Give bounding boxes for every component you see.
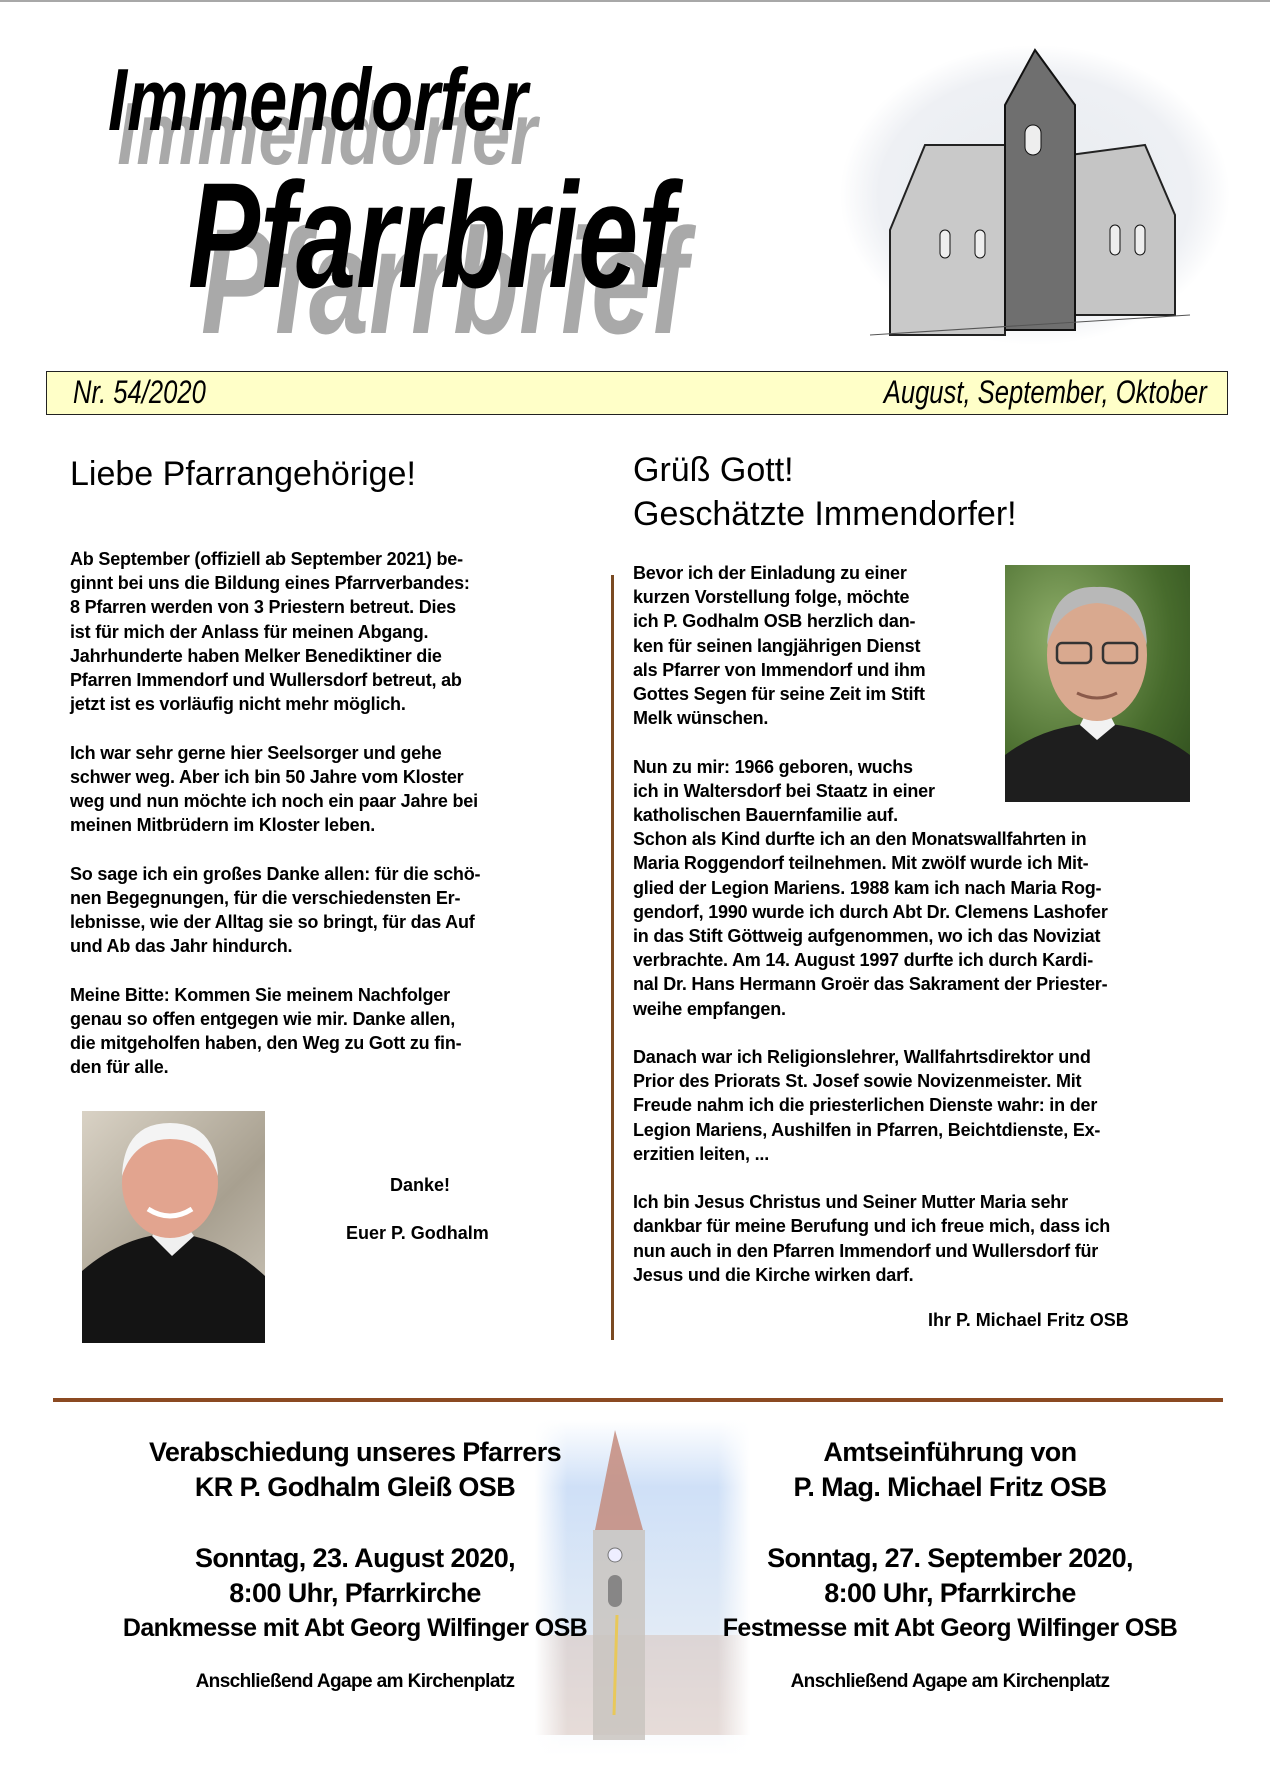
thanks-text: Danke! bbox=[390, 1175, 451, 1195]
paragraph bbox=[70, 547, 480, 716]
paragraph bbox=[70, 741, 480, 838]
text-line: Bevor ich der Einladung zu einer bbox=[633, 563, 907, 583]
church-drawing-image bbox=[830, 45, 1230, 350]
text-line: Pfarren Immendorf und Wullersdorf betreut, ab bbox=[70, 670, 462, 691]
event-time-place: 8:00 Uhr, Pfarrkirche bbox=[229, 1578, 481, 1608]
text-line: genau so offen entgegen wie mir. Danke allen, bbox=[70, 1008, 456, 1029]
text-line: Danach war ich Religionslehrer, Wallfahrtsdirektor und bbox=[633, 1047, 1091, 1068]
text-line: schwer weg. Aber ich bin 50 Jahre vom Kloster bbox=[70, 766, 464, 787]
text-line: Ich bin Jesus Christus und Seiner Mutter Maria sehr bbox=[633, 1192, 1068, 1213]
masthead-line1: Immendorfer bbox=[108, 50, 528, 149]
event-title-line1: Verabschiedung unseres Pfarrers bbox=[148, 1437, 562, 1467]
event-title-line1: Amtseinführung von bbox=[823, 1437, 1077, 1467]
event-date: Sonntag, 23. August 2020, bbox=[194, 1543, 516, 1573]
page-top-border bbox=[0, 0, 1270, 2]
column-divider bbox=[611, 575, 614, 1340]
event-title-line2: P. Mag. Michael Fritz OSB bbox=[793, 1472, 1107, 1502]
issue-months: August, September, Oktober bbox=[883, 374, 1207, 410]
text-line: ich in Waltersdorf bei Staatz in einer bbox=[633, 780, 935, 801]
left-article-body bbox=[70, 547, 480, 1104]
text-line: Meine Bitte: Kommen Sie meinem Nachfolger bbox=[70, 984, 450, 1005]
text-line: Melk wünschen. bbox=[633, 708, 769, 729]
section-rule bbox=[53, 1398, 1223, 1402]
text-line: den für alle. bbox=[70, 1057, 169, 1078]
text-line: nal Dr. Hans Hermann Groër das Sakrament der Priester- bbox=[633, 974, 1108, 995]
event-installation bbox=[670, 1435, 1230, 1699]
text-line: ist für mich der Anlass für meinen Abgang. bbox=[70, 621, 429, 642]
portrait-photo-michael-fritz bbox=[1005, 565, 1190, 802]
right-signature: Ihr P. Michael Fritz OSB bbox=[928, 1310, 1129, 1330]
text-line: weihe empfangen. bbox=[633, 998, 786, 1019]
text-line: kurzen Vorstellung folge, möchte bbox=[633, 587, 910, 608]
text-line: glied der Legion Mariens. 1988 kam ich nach Maria Rog- bbox=[633, 877, 1102, 898]
text-line: in das Stift Göttweig aufgenommen, wo ich das Noviziat bbox=[633, 926, 1101, 947]
text-line: Ich war sehr gerne hier Seelsorger und gehe bbox=[70, 742, 442, 763]
text-line: katholischen Bauernfamilie auf. bbox=[633, 805, 898, 826]
event-after: Anschließend Agape am Kirchenplatz bbox=[790, 1671, 1110, 1692]
text-line: dankbar für meine Berufung und ich freue mich, dass ich bbox=[633, 1216, 1111, 1237]
event-title-line2: KR P. Godhalm Gleiß OSB bbox=[194, 1472, 516, 1502]
text-line: gendorf, 1990 wurde ich durch Abt Dr. Clemens Lashofer bbox=[633, 901, 1108, 922]
text-line: ginnt bei uns die Bildung eines Pfarrverbandes: bbox=[70, 573, 470, 594]
masthead-line2: Pfarrbrief bbox=[188, 151, 675, 319]
event-date: Sonntag, 27. September 2020, bbox=[767, 1543, 1133, 1573]
issue-band bbox=[46, 371, 1228, 415]
paragraph bbox=[633, 1190, 1110, 1287]
text-line: die mitgeholfen haben, den Weg zu Gott zu fin- bbox=[70, 1033, 462, 1054]
text-line: jetzt ist es vorläufig nicht mehr möglich. bbox=[70, 694, 406, 715]
text-line: meinen Mitbrüdern im Kloster leben. bbox=[70, 815, 376, 836]
event-mass: Dankmesse mit Abt Georg Wilfinger OSB bbox=[122, 1614, 588, 1642]
text-line: Maria Roggendorf teilnehmen. Mit zwölf wurde ich Mit- bbox=[633, 853, 1089, 874]
event-time-place: 8:00 Uhr, Pfarrkirche bbox=[824, 1578, 1076, 1608]
event-after: Anschließend Agape am Kirchenplatz bbox=[195, 1671, 515, 1692]
text-line: als Pfarrer von Immendorf und ihm bbox=[633, 659, 926, 680]
text-line: nen Begegnungen, für die verschiedensten Er- bbox=[70, 887, 461, 908]
text-line: ich P. Godhalm OSB herzlich dan- bbox=[633, 611, 916, 632]
paragraph bbox=[633, 1045, 1110, 1166]
text-line: Freude nahm ich die priesterlichen Dienste wahr: in der bbox=[633, 1095, 1098, 1116]
text-line: weg und nun möchte ich noch ein paar Jahre bei bbox=[70, 791, 478, 812]
paragraph bbox=[70, 862, 480, 959]
text-line: nun auch in den Pfarren Immendorf und Wullersdorf für bbox=[633, 1240, 1099, 1261]
left-article-heading: Liebe Pfarrangehörige! bbox=[70, 455, 416, 493]
text-line: Jesus und die Kirche wirken darf. bbox=[633, 1264, 914, 1285]
text-line: ken für seinen langjährigen Dienst bbox=[633, 635, 921, 656]
text-line: verbrachte. Am 14. August 1997 durfte ich durch Kardi- bbox=[633, 950, 1093, 971]
text-line: Jahrhunderte haben Melker Benediktiner die bbox=[70, 645, 442, 666]
text-line: lebnisse, wie der Alltag sie so bringt, für das Auf bbox=[70, 912, 475, 933]
issue-number: Nr. 54/2020 bbox=[73, 374, 206, 410]
right-article-heading bbox=[633, 448, 1017, 536]
text-line: und Ab das Jahr hindurch. bbox=[70, 936, 293, 957]
portrait-photo-godhalm bbox=[82, 1111, 265, 1343]
text-line: Prior des Priorats St. Josef sowie Novizenmeister. Mit bbox=[633, 1071, 1082, 1092]
text-line: Nun zu mir: 1966 geboren, wuchs bbox=[633, 756, 913, 777]
text-line: Gottes Segen für seine Zeit im Stift bbox=[633, 684, 925, 705]
text-line: Legion Mariens, Aushilfen in Pfarren, Beichtdienste, Ex- bbox=[633, 1119, 1101, 1140]
event-farewell bbox=[75, 1435, 635, 1699]
text-line: So sage ich ein großes Danke allen: für die schö- bbox=[70, 863, 481, 884]
text-line: erzitien leiten, ... bbox=[633, 1143, 770, 1164]
text-line: 8 Pfarren werden von 3 Priestern betreut. Dies bbox=[70, 597, 456, 618]
left-signature: Euer P. Godhalm bbox=[346, 1223, 489, 1243]
event-mass: Festmesse mit Abt Georg Wilfinger OSB bbox=[722, 1614, 1178, 1642]
right-heading-line2: Geschätzte Immendorfer! bbox=[633, 495, 1017, 533]
right-heading-line1: Grüß Gott! bbox=[633, 451, 794, 489]
paragraph bbox=[70, 983, 480, 1080]
text-line: Schon als Kind durfte ich an den Monatswallfahrten in bbox=[633, 829, 1087, 850]
text-line: Ab September (offiziell ab September 2021) be- bbox=[70, 549, 463, 569]
